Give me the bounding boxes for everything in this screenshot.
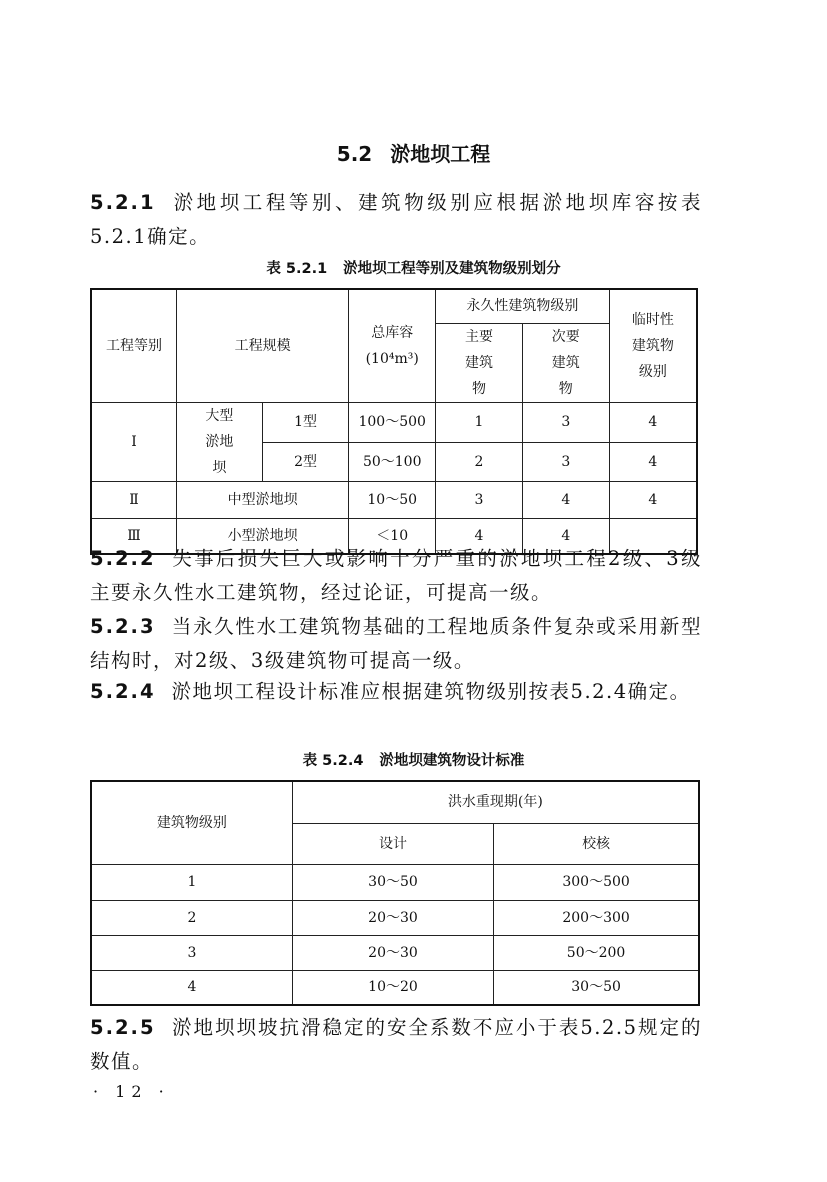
cell-secondary: 4	[522, 481, 609, 518]
clause-5-2-5	[90, 1011, 702, 1079]
clause-text: 淤地坝坝坡抗滑稳定的安全系数不应小于表5.2.5规定的数值。	[90, 1016, 702, 1073]
clause-number: 5.2.5	[90, 1016, 156, 1039]
cell-check: 300～500	[494, 864, 699, 900]
header-level: 建筑物级别	[91, 781, 292, 864]
page-number: · 12 ·	[93, 1082, 170, 1101]
cell-scale: 小型淤地坝	[177, 518, 349, 554]
clause-text: 当永久性水工建筑物基础的工程地质条件复杂或采用新型结构时，对2级、3级建筑物可提高一级。	[90, 615, 702, 672]
clause-5-2-3	[90, 610, 702, 678]
cell-capacity: ＜10	[349, 518, 436, 554]
section-number: 5.2	[336, 142, 373, 166]
header-scale: 工程规模	[177, 289, 349, 402]
header-capacity-label: 总库容	[371, 324, 414, 341]
table-5-2-4	[90, 780, 700, 1006]
cell-level: 2	[91, 900, 292, 935]
table-row	[91, 864, 699, 900]
cell-secondary: 3	[522, 443, 609, 481]
cell-sub: 2型	[262, 443, 349, 481]
cell-capacity: 100～500	[349, 402, 436, 443]
clause-text: 淤地坝工程设计标准应根据建筑物级别按表5.2.4确定。	[171, 680, 691, 703]
clause-5-2-1	[90, 186, 702, 254]
clause-number: 5.2.4	[90, 680, 156, 703]
header-check: 校核	[494, 823, 699, 864]
cell-secondary: 4	[522, 518, 609, 554]
clause-number: 5.2.3	[90, 615, 156, 638]
cell-check: 30～50	[494, 970, 699, 1005]
cell-capacity: 50～100	[349, 443, 436, 481]
cell-sub: 1型	[262, 402, 349, 443]
section-heading	[0, 138, 827, 167]
cell-temporary: 4	[609, 481, 697, 518]
table-row	[91, 935, 699, 970]
cell-grade: Ⅱ	[91, 481, 177, 518]
cell-grade: Ⅲ	[91, 518, 177, 554]
table-row	[91, 402, 697, 443]
table-row	[91, 481, 697, 518]
header-capacity	[349, 289, 436, 402]
cell-main: 3	[436, 481, 523, 518]
cell-scale: 大型淤地坝	[177, 402, 263, 481]
table-5-2-4-caption	[0, 749, 827, 770]
header-temporary: 临时性建筑物级别	[609, 289, 697, 402]
table-row	[91, 900, 699, 935]
clause-text: 失事后损失巨大或影响十分严重的淤地坝工程2级、3级主要永久性水工建筑物，经过论证，可提高一级。	[90, 547, 702, 604]
clause-number: 5.2.1	[90, 191, 156, 214]
cell-main: 2	[436, 443, 523, 481]
caption-text: 淤地坝工程等别及建筑物级别划分	[343, 261, 561, 277]
table-5-2-1	[90, 288, 698, 555]
cell-design: 30～50	[292, 864, 493, 900]
caption-number: 表 5.2.4	[302, 753, 364, 769]
section-title: 淤地坝工程	[390, 142, 491, 166]
header-flood: 洪水重现期(年)	[292, 781, 699, 823]
cell-temporary: 4	[609, 402, 697, 443]
header-main: 主要建筑物	[436, 323, 523, 402]
cell-scale: 中型淤地坝	[177, 481, 349, 518]
header-capacity-unit: (10⁴m³)	[365, 350, 419, 367]
header-secondary: 次要建筑物	[522, 323, 609, 402]
cell-capacity: 10～50	[349, 481, 436, 518]
clause-number: 5.2.2	[90, 547, 156, 570]
cell-design: 20～30	[292, 935, 493, 970]
cell-main: 4	[436, 518, 523, 554]
cell-temporary: 4	[609, 443, 697, 481]
header-grade: 工程等别	[91, 289, 177, 402]
header-design: 设计	[292, 823, 493, 864]
header-permanent: 永久性建筑物级别	[436, 289, 610, 323]
cell-main: 1	[436, 402, 523, 443]
table-row	[91, 970, 699, 1005]
clause-5-2-2	[90, 542, 702, 610]
cell-level: 3	[91, 935, 292, 970]
cell-secondary: 3	[522, 402, 609, 443]
caption-text: 淤地坝建筑物设计标准	[379, 753, 525, 769]
clause-text: 淤地坝工程等别、建筑物级别应根据淤地坝库容按表5.2.1确定。	[90, 191, 702, 248]
cell-design: 20～30	[292, 900, 493, 935]
clause-5-2-4	[90, 675, 702, 709]
caption-number: 表 5.2.1	[266, 261, 328, 277]
cell-level: 4	[91, 970, 292, 1005]
cell-level: 1	[91, 864, 292, 900]
cell-grade: Ⅰ	[91, 402, 177, 481]
table-5-2-1-caption	[0, 257, 827, 278]
cell-check: 200～300	[494, 900, 699, 935]
cell-design: 10～20	[292, 970, 493, 1005]
cell-check: 50～200	[494, 935, 699, 970]
